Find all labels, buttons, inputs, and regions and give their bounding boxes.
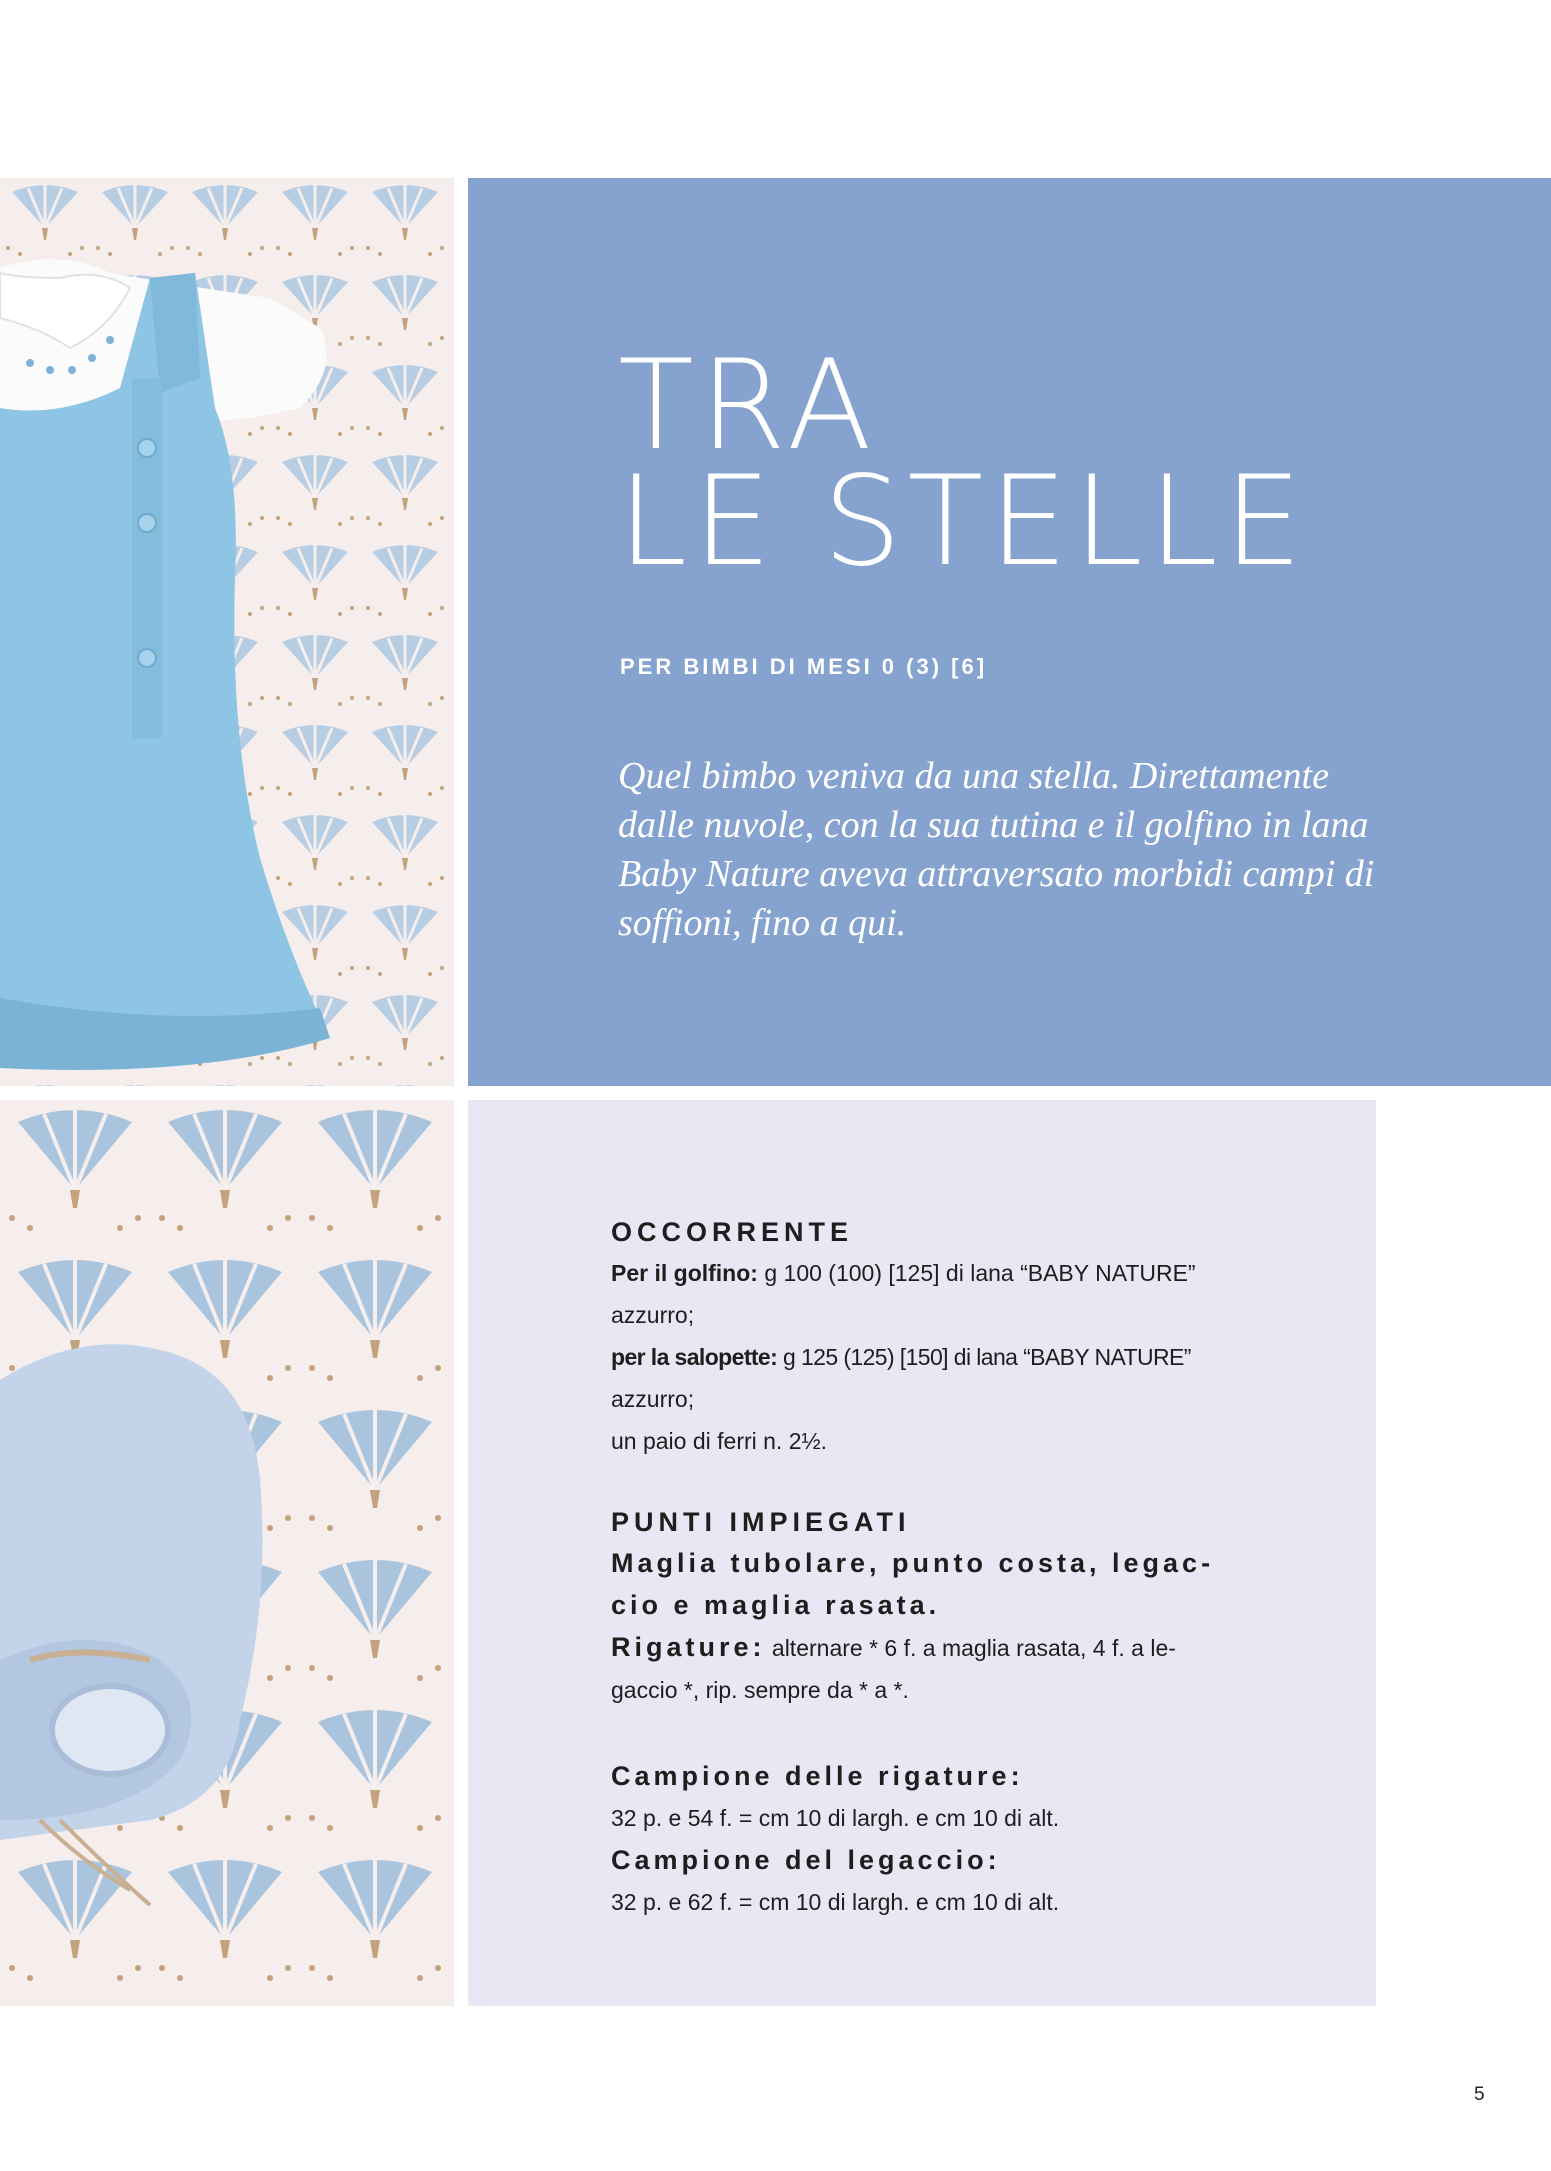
- rigature-label: Rigature:: [611, 1632, 766, 1662]
- title-line-2: LE STELLE: [618, 450, 1309, 594]
- intro-text: Quel bimbo veniva da una stella. Direttamente dalle nuvole, con la sua tutina e il golfino in lana Baby Nature aveva attraversato morbidi campi di soffioni, fino a qui.: [618, 755, 1375, 944]
- title-panel: [468, 178, 1551, 1086]
- campione-legaccio-heading: Campione del legaccio:: [611, 1845, 1001, 1875]
- campione-legaccio-value: 32 p. e 62 f. = cm 10 di largh. e cm 10 di alt.: [611, 1889, 1060, 1915]
- page-number: 5: [1474, 2084, 1485, 2105]
- punti-line-2: cio e maglia rasata.: [611, 1590, 941, 1620]
- golfino-label: Per il golfino:: [611, 1260, 758, 1286]
- instructions-panel: [468, 1100, 1376, 2006]
- campione-rigature-heading: Campione delle rigature:: [611, 1761, 1024, 1791]
- punti-line-1: Maglia tubolare, punto costa, legac-: [611, 1548, 1215, 1578]
- golfino-line: [611, 1252, 1251, 1294]
- bootie-photo: [0, 1100, 454, 2006]
- salopette-text: g 125 (125) [150] di lana “BABY NATURE”: [777, 1344, 1191, 1370]
- golfino-text: g 100 (100) [125] di lana “BABY NATURE”: [757, 1260, 1196, 1286]
- instructions: [611, 1212, 1251, 1923]
- occorrente-heading: OCCORRENTE: [611, 1217, 854, 1247]
- age-subtitle: PER BIMBI DI MESI 0 (3) [6]: [620, 654, 988, 679]
- page-title: [618, 334, 1309, 594]
- ferri-line: un paio di ferri n. 2½.: [611, 1428, 828, 1454]
- rigature-cont: gaccio *, rip. sempre da * a *.: [611, 1677, 909, 1703]
- campione-rigature-value: 32 p. e 54 f. = cm 10 di largh. e cm 10 di alt.: [611, 1805, 1060, 1831]
- rigature-text: alternare * 6 f. a maglia rasata, 4 f. a le-: [765, 1635, 1176, 1661]
- salopette-cont: azzurro;: [611, 1386, 695, 1412]
- title-line-1: TRA: [618, 334, 878, 478]
- salopette-label: per la salopette:: [611, 1344, 778, 1370]
- romper-photo: [0, 178, 454, 1086]
- rigature-line: [611, 1626, 1251, 1669]
- golfino-cont: azzurro;: [611, 1302, 695, 1328]
- salopette-line: [611, 1336, 1251, 1378]
- punti-heading: PUNTI IMPIEGATI: [611, 1507, 911, 1537]
